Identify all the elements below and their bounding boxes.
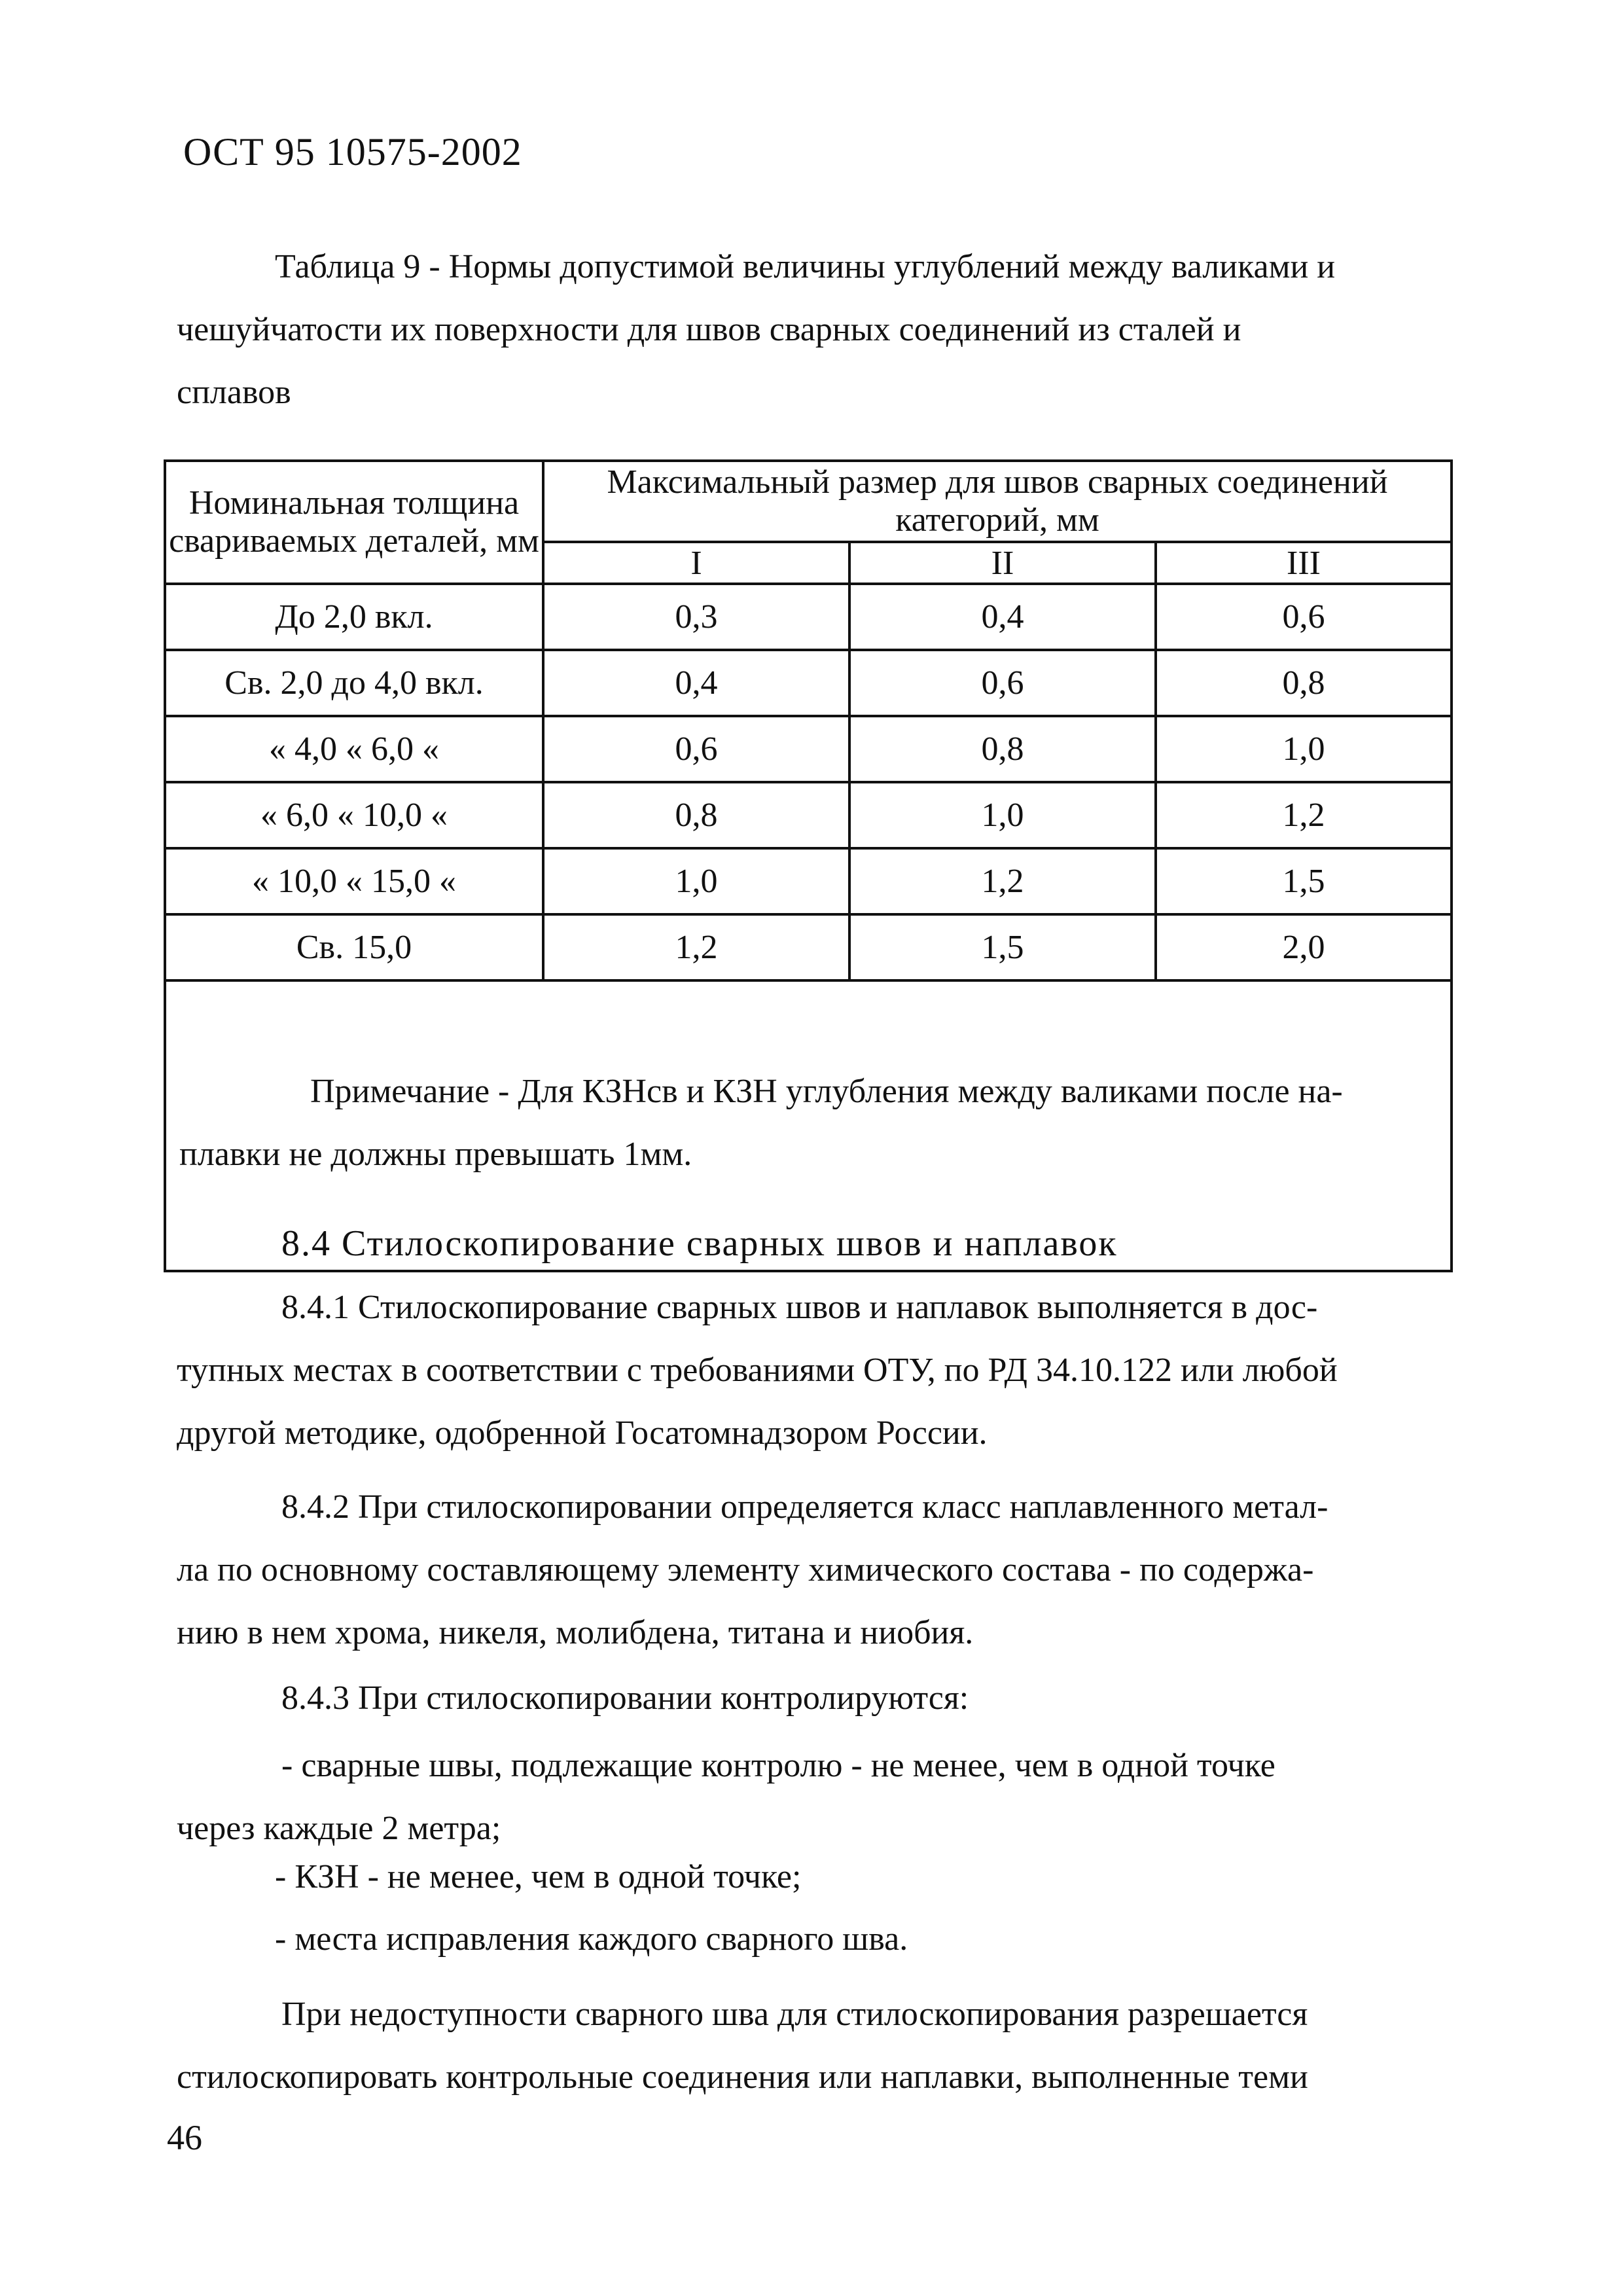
paragraph-line: При недоступности сварного шва для стилоскопирования разрешается xyxy=(281,1996,1308,2033)
note-line: плавки не должны превышать 1мм. xyxy=(179,1136,692,1173)
table-caption-line: сплавов xyxy=(177,374,291,411)
table-row xyxy=(165,914,1452,980)
table-row xyxy=(165,848,1452,914)
paragraph-line: стилоскопировать контрольные соединения или наплавки, выполненные теми xyxy=(177,2058,1308,2096)
value-cell: 1,5 xyxy=(849,914,1156,980)
value-cell: 1,2 xyxy=(1156,782,1452,848)
value-cell: 0,3 xyxy=(543,584,849,650)
thickness-cell: « 6,0 « 10,0 « xyxy=(165,782,543,848)
value-cell: 1,0 xyxy=(543,848,849,914)
page-number: 46 xyxy=(167,2118,202,2157)
paragraph-8-4-1 xyxy=(177,1276,1407,1465)
table-row xyxy=(165,716,1452,782)
value-cell: 0,6 xyxy=(1156,584,1452,650)
value-cell: 0,4 xyxy=(849,584,1156,650)
document-code: ОСТ 95 10575-2002 xyxy=(183,130,522,173)
bullet-line: через каждые 2 метра; xyxy=(177,1810,501,1847)
paragraph-8-4-2 xyxy=(177,1476,1407,1664)
norms-table xyxy=(164,459,1453,1272)
table-caption-line: Таблица 9 - Нормы допустимой величины углублений между валиками и xyxy=(275,248,1336,285)
value-cell: 0,8 xyxy=(1156,650,1452,716)
section-heading: 8.4 Стилоскопирование сварных швов и наплавок xyxy=(281,1223,1118,1264)
bullet-welds xyxy=(177,1734,1407,1860)
value-cell: 0,6 xyxy=(543,716,849,782)
value-cell: 1,0 xyxy=(1156,716,1452,782)
header-category-2: II xyxy=(849,542,1156,584)
thickness-cell: Св. 2,0 до 4,0 вкл. xyxy=(165,650,543,716)
bullet-kzn: - КЗН - не менее, чем в одной точке; xyxy=(275,1858,802,1895)
table-row xyxy=(165,782,1452,848)
value-cell: 1,2 xyxy=(543,914,849,980)
value-cell: 1,2 xyxy=(849,848,1156,914)
note-line: Примечание - Для КЗНсв и КЗН углубления между валиками после на- xyxy=(310,1073,1343,1110)
table-header-row xyxy=(165,461,1452,542)
paragraph-line: ла по основному составляющему элементу химического состава - по содержа- xyxy=(177,1551,1314,1588)
paragraph-line: нию в нем хрома, никеля, молибдена, титана и ниобия. xyxy=(177,1614,974,1651)
paragraph-8-4-3-intro: 8.4.3 При стилоскопировании контролируются: xyxy=(281,1679,969,1717)
paragraph-final xyxy=(177,1983,1407,2109)
thickness-cell: Св. 15,0 xyxy=(165,914,543,980)
header-category-3: III xyxy=(1156,542,1452,584)
bullet-repair-places: - места исправления каждого сварного шва. xyxy=(275,1920,908,1958)
value-cell: 1,0 xyxy=(849,782,1156,848)
paragraph-line: тупных местах в соответствии с требованиями ОТУ, по РД 34.10.122 или любой xyxy=(177,1352,1338,1389)
table-row xyxy=(165,650,1452,716)
value-cell: 1,5 xyxy=(1156,848,1452,914)
header-max-size: Максимальный размер для швов сварных соединений категорий, мм xyxy=(543,461,1452,542)
bullet-line: - сварные швы, подлежащие контролю - не менее, чем в одной точке xyxy=(281,1747,1275,1784)
thickness-cell: До 2,0 вкл. xyxy=(165,584,543,650)
table-caption xyxy=(177,236,1407,424)
paragraph-line: 8.4.1 Стилоскопирование сварных швов и наплавок выполняется в дос- xyxy=(281,1289,1318,1326)
value-cell: 0,4 xyxy=(543,650,849,716)
header-category-1: I xyxy=(543,542,849,584)
paragraph-line: 8.4.2 При стилоскопировании определяется класс наплавленного метал- xyxy=(281,1488,1329,1526)
value-cell: 0,8 xyxy=(849,716,1156,782)
table-row xyxy=(165,584,1452,650)
value-cell: 2,0 xyxy=(1156,914,1452,980)
table-caption-line: чешуйчатости их поверхности для швов сварных соединений из сталей и xyxy=(177,311,1241,348)
value-cell: 0,8 xyxy=(543,782,849,848)
thickness-cell: « 10,0 « 15,0 « xyxy=(165,848,543,914)
paragraph-line: другой методике, одобренной Госатомнадзором России. xyxy=(177,1414,988,1452)
header-thickness: Номинальная толщина свариваемых деталей, мм xyxy=(165,461,543,584)
thickness-cell: « 4,0 « 6,0 « xyxy=(165,716,543,782)
value-cell: 0,6 xyxy=(849,650,1156,716)
